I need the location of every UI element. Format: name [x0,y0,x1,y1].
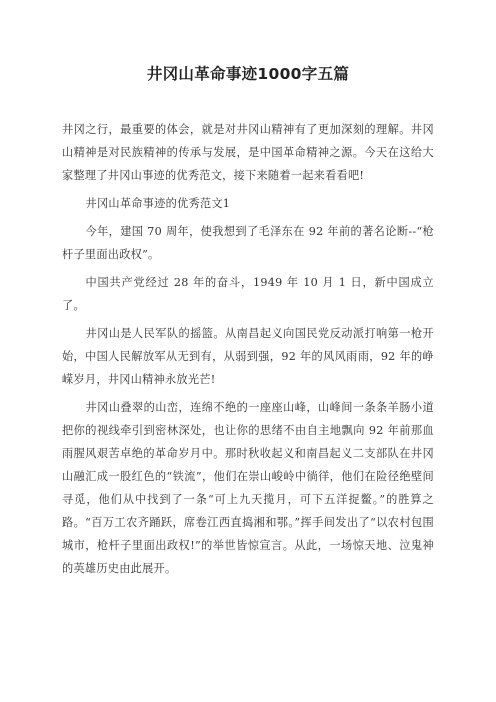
document-body [62,118,434,585]
body-paragraph: 中国共产党经过 28 年的奋斗，1949 年 10 月 1 日，新中国成立了。 [62,276,434,312]
document-title: 井冈山革命事迹1000字五篇 [146,65,350,83]
body-paragraph: 井冈山叠翠的山峦，连绵不绝的一座座山峰，山峰间一条条羊肠小道把你的视线牵引到密林深处，也让你的思绪不由自主地飘向 92 年前那血雨腥风艰苦卓绝的革命岁月中。那时秋收起义和南昌起义二支部队在井冈山融汇成一股红色的“铁流”，他们在崇山峻岭中徜徉，他们在险径绝壁间寻觅，他们从中找到了一条“可上九天揽月，可下五洋捉鳖。”的胜算之路。“百万工农齐踊跃，席卷江西直捣湘和鄂。”挥手间发出了“以农村包围城市，枪杆子里面出政权!”的举世皆惊宣言。从此，一场惊天地、泣鬼神的英雄历史由此展开。 [62,401,434,575]
body-paragraph: 井冈山是人民军队的摇篮。从南昌起义向国民党反动派打响第一枪开始，中国人民解放军从无到有，从弱到强，92 年的风风雨雨，92 年的峥嵘岁月，井冈山精神永放光芒! [62,327,434,386]
intro-paragraph: 井冈之行，最重要的体会，就是对井冈山精神有了更加深刻的理解。井冈山精神是对民族精神的传承与发展，是中国革命精神之源。今天在这给大家整理了井冈山事迹的优秀范文，接下来随着一起来看看吧! [62,123,434,182]
body-paragraph: 今年，建国 70 周年，使我想到了毛泽东在 92 年前的著名论断--“枪杆子里面出政权”。 [62,225,434,261]
section-heading: 井冈山革命事迹的优秀范文1 [85,197,231,210]
